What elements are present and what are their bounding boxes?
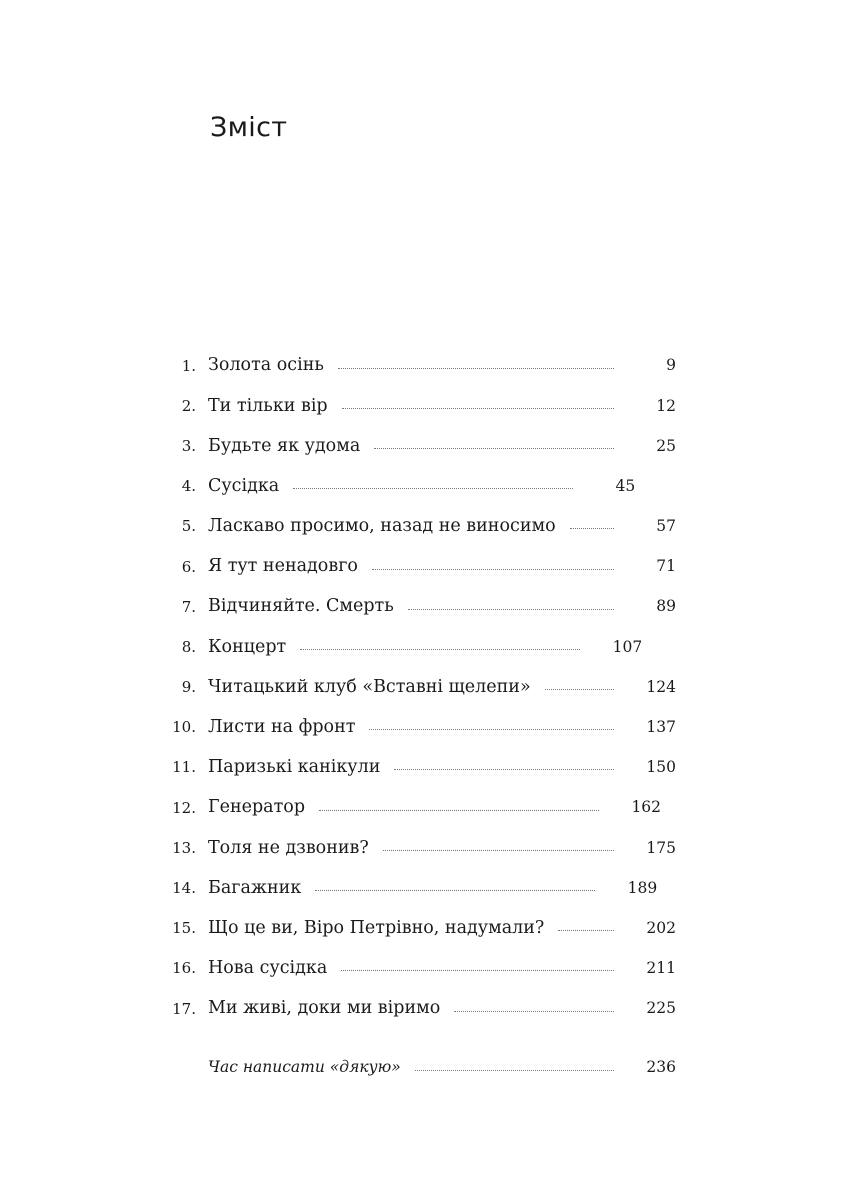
page-number: 107 (612, 637, 643, 656)
page-number: 175 (646, 838, 676, 857)
toc-entry (150, 507, 676, 547)
page-number: 71 (656, 557, 676, 576)
dot-leader (369, 729, 614, 730)
chapter-number: 7. (181, 597, 196, 616)
page-number: 162 (631, 798, 662, 817)
page-title: Зміст (210, 112, 288, 143)
chapter-title: Толя не дзвонив? (208, 837, 369, 858)
toc-entry (150, 547, 676, 587)
page-number: 189 (627, 878, 658, 897)
dot-leader (300, 649, 580, 650)
page-number: 89 (656, 597, 676, 616)
chapter-title: Ласкаво просимо, назад не виносимо (208, 516, 556, 537)
page-number: 202 (646, 918, 676, 937)
dot-leader (341, 970, 614, 971)
page-number: 12 (656, 396, 676, 415)
dot-leader (319, 810, 599, 811)
chapter-title: Листи на фронт (208, 717, 356, 738)
chapter-number: 17. (172, 999, 196, 1018)
chapter-number: 3. (181, 436, 196, 455)
chapter-number: 16. (172, 959, 196, 978)
page-number: 225 (646, 999, 676, 1018)
chapter-number: 8. (181, 637, 196, 656)
chapter-number: 15. (172, 919, 196, 938)
toc-entry (150, 989, 676, 1029)
toc-entry (150, 627, 676, 667)
dot-leader (372, 569, 614, 570)
dot-leader (454, 1011, 614, 1012)
chapter-number: 1. (181, 356, 196, 375)
dot-leader (558, 930, 614, 931)
toc-entry (150, 386, 676, 426)
dot-leader (570, 528, 614, 529)
chapter-title: Будьте як удома (208, 435, 361, 456)
dot-leader (415, 1070, 614, 1071)
page-number: 236 (646, 1058, 676, 1077)
toc-entry (150, 708, 676, 748)
toc-entry (150, 668, 676, 708)
dot-leader (293, 488, 573, 489)
toc-entry (150, 748, 676, 788)
chapter-number: 13. (172, 838, 196, 857)
chapter-title: Що це ви, Віро Петрівно, надумали? (208, 917, 545, 938)
chapter-title: Паризькі канікули (208, 757, 381, 778)
chapter-title: Нова сусідка (208, 958, 328, 979)
dot-leader (374, 448, 614, 449)
page-number: 124 (646, 677, 676, 696)
chapter-title: Концерт (208, 636, 287, 657)
dot-leader (383, 850, 614, 851)
chapter-number: 14. (172, 879, 196, 898)
acknowledgements-section (150, 1048, 676, 1088)
chapter-title: Відчиняйте. Смерть (208, 596, 394, 617)
dot-leader (315, 890, 595, 891)
dot-leader (394, 769, 614, 770)
chapter-number: 9. (181, 678, 196, 697)
toc-entry (150, 426, 676, 466)
toc-entry (150, 467, 676, 507)
chapter-number: 12. (172, 798, 196, 817)
toc-entry (150, 909, 676, 949)
chapter-title: Читацький клуб «Вставні щелепи» (208, 676, 531, 697)
toc-entry (150, 1048, 676, 1088)
chapter-title: Генератор (208, 797, 306, 818)
toc-entry (150, 949, 676, 989)
chapter-title: Ти тільки вір (208, 395, 328, 416)
chapter-number: 2. (181, 396, 196, 415)
page-number: 150 (646, 758, 676, 777)
chapter-title: Багажник (208, 877, 302, 898)
page-number: 45 (615, 476, 636, 495)
chapter-number: 5. (181, 517, 196, 536)
toc-entry (150, 828, 676, 868)
chapter-number: 10. (172, 718, 196, 737)
table-of-contents (150, 346, 676, 1029)
toc-entry (150, 788, 676, 828)
chapter-number: 4. (181, 477, 196, 496)
dot-leader (408, 609, 614, 610)
toc-entry (150, 587, 676, 627)
chapter-number: 11. (172, 758, 196, 777)
dot-leader (545, 689, 614, 690)
chapter-number: 6. (181, 557, 196, 576)
chapter-title: Я тут ненадовго (208, 556, 358, 577)
toc-entry (150, 346, 676, 386)
chapter-title: Сусідка (208, 475, 280, 496)
page-number: 57 (656, 517, 676, 536)
page-number: 25 (656, 436, 676, 455)
page-number: 137 (646, 718, 676, 737)
chapter-title: Ми живі, доки ми віримо (208, 998, 441, 1019)
page-number: 9 (666, 356, 676, 375)
page-number: 211 (646, 959, 676, 978)
dot-leader (342, 408, 614, 409)
toc-entry (150, 868, 676, 908)
dot-leader (338, 368, 614, 369)
chapter-title: Золота осінь (208, 355, 324, 376)
acknowledgements-title: Час написати «дякую» (208, 1058, 401, 1077)
